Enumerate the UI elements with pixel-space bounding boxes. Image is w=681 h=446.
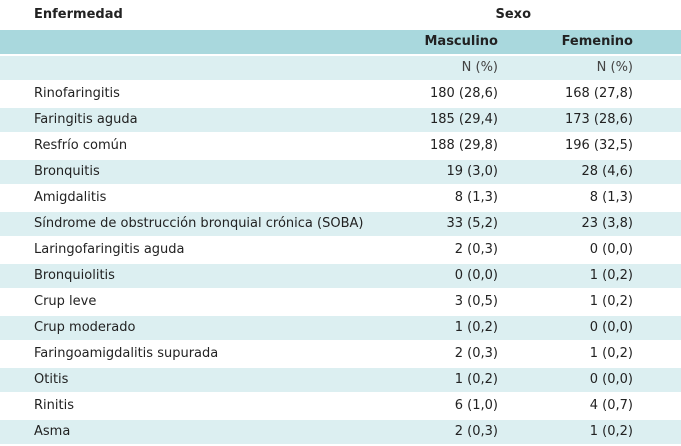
header-female-unit: N (%)	[524, 55, 681, 81]
disease-cell: Faringoamigdalitis supurada	[0, 341, 364, 367]
female-cell: 8 (1,3)	[524, 185, 681, 211]
disease-cell: Otitis	[0, 367, 364, 393]
female-cell: 168 (27,8)	[524, 81, 681, 107]
female-cell: 196 (32,5)	[524, 133, 681, 159]
table-row	[0, 263, 681, 289]
female-cell: 1 (0,2)	[524, 419, 681, 445]
male-cell: 6 (1,0)	[364, 393, 524, 419]
male-cell: 19 (3,0)	[364, 159, 524, 185]
disease-cell: Bronquitis	[0, 159, 364, 185]
table-row	[0, 185, 681, 211]
male-cell: 3 (0,5)	[364, 289, 524, 315]
male-cell: 2 (0,3)	[364, 419, 524, 445]
disease-cell: Rinitis	[0, 393, 364, 419]
table-row	[0, 159, 681, 185]
disease-cell: Rinofaringitis	[0, 81, 364, 107]
female-cell: 0 (0,0)	[524, 367, 681, 393]
female-cell: 0 (0,0)	[524, 315, 681, 341]
male-cell: 180 (28,6)	[364, 81, 524, 107]
male-cell: 185 (29,4)	[364, 107, 524, 133]
header-blank	[0, 30, 364, 55]
table-body	[0, 81, 681, 445]
disease-cell: Crup leve	[0, 289, 364, 315]
male-cell: 0 (0,0)	[364, 263, 524, 289]
header-row-unit	[0, 55, 681, 81]
female-cell: 28 (4,6)	[524, 159, 681, 185]
female-cell: 23 (3,8)	[524, 211, 681, 237]
disease-cell: Síndrome de obstrucción bronquial crónica (SOBA)	[0, 211, 364, 237]
header-disease: Enfermedad	[0, 0, 364, 30]
disease-cell: Laringofaringitis aguda	[0, 237, 364, 263]
female-cell: 1 (0,2)	[524, 289, 681, 315]
female-cell: 4 (0,7)	[524, 393, 681, 419]
disease-cell: Asma	[0, 419, 364, 445]
female-cell: 173 (28,6)	[524, 107, 681, 133]
male-cell: 2 (0,3)	[364, 237, 524, 263]
male-cell: 188 (29,8)	[364, 133, 524, 159]
table-row	[0, 419, 681, 445]
table-row	[0, 367, 681, 393]
disease-cell: Faringitis aguda	[0, 107, 364, 133]
table-row	[0, 133, 681, 159]
table-row	[0, 107, 681, 133]
header-blank-unit	[0, 55, 364, 81]
male-cell: 33 (5,2)	[364, 211, 524, 237]
header-female: Femenino	[524, 30, 681, 55]
male-cell: 1 (0,2)	[364, 367, 524, 393]
table-row	[0, 341, 681, 367]
table-row	[0, 315, 681, 341]
table-row	[0, 393, 681, 419]
table-row	[0, 289, 681, 315]
header-sex-group: Sexo	[364, 0, 681, 30]
table-row	[0, 81, 681, 107]
female-cell: 1 (0,2)	[524, 263, 681, 289]
disease-cell: Bronquiolitis	[0, 263, 364, 289]
male-cell: 1 (0,2)	[364, 315, 524, 341]
female-cell: 0 (0,0)	[524, 237, 681, 263]
disease-cell: Resfrío común	[0, 133, 364, 159]
table-row	[0, 237, 681, 263]
male-cell: 2 (0,3)	[364, 341, 524, 367]
disease-cell: Crup moderado	[0, 315, 364, 341]
table-row	[0, 211, 681, 237]
disease-cell: Amigdalitis	[0, 185, 364, 211]
female-cell: 1 (0,2)	[524, 341, 681, 367]
header-row-sex	[0, 30, 681, 55]
header-male-unit: N (%)	[364, 55, 524, 81]
header-male: Masculino	[364, 30, 524, 55]
male-cell: 8 (1,3)	[364, 185, 524, 211]
header-row-group	[0, 0, 681, 30]
